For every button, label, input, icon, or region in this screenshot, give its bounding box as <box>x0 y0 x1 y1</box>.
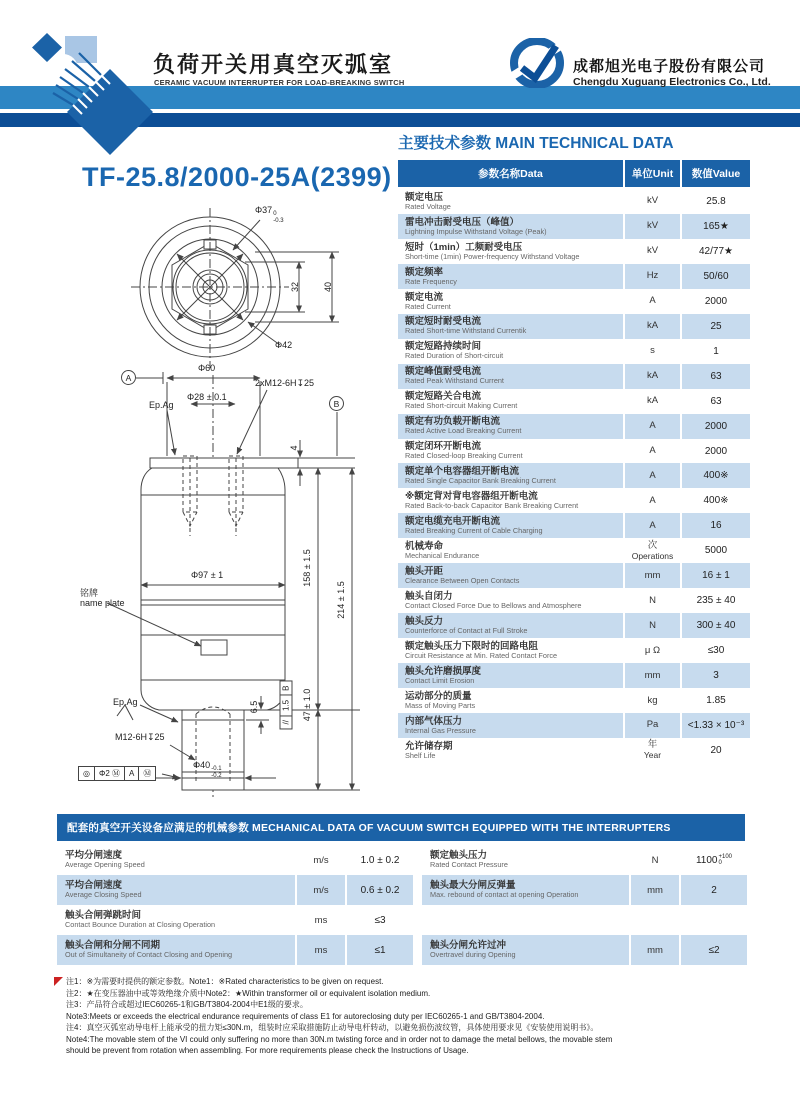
param-name-cn: 额定电缆充电开断电流 <box>405 516 501 528</box>
param-unit: kV <box>646 195 659 207</box>
table-row <box>398 389 750 414</box>
param-unit-en: Year <box>643 750 662 761</box>
table-row <box>398 488 750 513</box>
param-value-cell <box>347 875 413 905</box>
param-name-cell <box>57 875 295 905</box>
dimension-label <box>289 445 299 450</box>
frame-cell: A <box>125 767 139 780</box>
param-name-cn: 额定触头压力下限时的回路电阻 <box>405 640 539 652</box>
param-value: ≤2 <box>708 944 720 956</box>
param-value: ≤1 <box>374 944 386 956</box>
param-unit: kA <box>646 320 659 332</box>
param-name-en: Contact Bounce Duration at Closing Operation <box>65 920 216 930</box>
dimension-label <box>336 581 346 618</box>
param-value-cell: 400※ <box>682 488 750 513</box>
param-name-cn: 额定电流 <box>405 291 444 303</box>
dimension-text: Φ60 <box>198 363 216 373</box>
param-unit-cell <box>625 239 680 264</box>
param-name-cn: 额定频率 <box>405 266 444 278</box>
table-row <box>398 289 750 314</box>
mechanical-table-right <box>422 845 747 965</box>
param-name-en: Short-time (1min) Power-frequency Withstand Voltage <box>405 251 580 261</box>
page-title-cn: 负荷开关用真空灭弧室 <box>153 52 394 77</box>
dimension-label <box>115 732 165 743</box>
param-name-en: Rated Breaking Current of Cable Charging <box>405 526 543 536</box>
param-name-cell <box>57 845 295 875</box>
frame-cell: Ⓜ <box>143 769 152 778</box>
param-unit: μ Ω <box>644 644 661 656</box>
param-value: ≤3 <box>374 914 386 926</box>
mech-row <box>57 905 413 935</box>
param-unit: mm <box>644 569 661 581</box>
param-name-cn: 额定峰值耐受电流 <box>405 366 482 378</box>
param-name-en: Rated Closed-loop Breaking Current <box>405 451 523 461</box>
param-unit-cell <box>625 439 680 464</box>
param-name-cn: 额定短路关合电流 <box>405 391 482 403</box>
param-name-en: Average Opening Speed <box>65 860 145 870</box>
param-name-cn: 额定短路持续时间 <box>405 341 482 353</box>
param-unit-cell <box>625 713 680 738</box>
param-unit-cell: m/s <box>297 875 345 905</box>
technical-drawing <box>55 200 405 800</box>
dimension-label <box>323 282 333 292</box>
table-row <box>398 189 750 214</box>
param-unit-cell <box>625 364 680 389</box>
table-row <box>398 663 750 688</box>
param-unit-en: Operations <box>631 550 674 561</box>
param-name-cell <box>422 845 629 875</box>
param-name-en: Mass of Moving Parts <box>405 700 476 710</box>
dimension-text: Φ97 ± 1 <box>191 570 224 580</box>
param-unit: A <box>649 445 656 456</box>
param-name-en: Clearance Between Open Contacts <box>405 576 520 586</box>
param-unit: Hz <box>646 270 659 282</box>
param-name-cn: 额定短时耐受电流 <box>405 316 482 328</box>
param-name-cell <box>422 875 629 905</box>
param-value-cell <box>681 845 747 875</box>
tolerance-sup: -0.1 <box>211 766 222 772</box>
param-name-cell <box>398 488 623 513</box>
param-name-cn: 触头最大分闸反弹量 <box>430 880 516 892</box>
param-unit: A <box>649 420 656 432</box>
param-value-cell: 16 <box>682 513 750 538</box>
footnote-line: 注3：产品符合或超过IEC60265-1和GB/T3804-2004中E1级的要求。 <box>66 1000 308 1009</box>
dimension-label <box>198 363 215 373</box>
param-unit: Pa <box>646 719 659 731</box>
param-value-cell: 63 <box>682 364 750 389</box>
param-unit: A <box>649 469 656 481</box>
param-value-cell <box>681 875 747 905</box>
param-unit: A <box>649 519 656 531</box>
param-value-cell: 3 <box>682 663 750 688</box>
param-name-cell <box>398 414 623 439</box>
param-unit: 年 <box>647 739 658 751</box>
tolerance-stack <box>719 854 733 867</box>
table-row <box>398 638 750 663</box>
mech-row <box>57 845 413 875</box>
dimension-text: A <box>125 372 132 383</box>
param-value-cell: 25.8 <box>682 189 750 214</box>
param-unit-cell: N <box>631 845 679 875</box>
param-unit-cell <box>625 663 680 688</box>
param-unit-cell <box>625 189 680 214</box>
param-name-cn: 允许储存期 <box>405 740 453 752</box>
column-header-name: 参数名称Data <box>398 160 623 187</box>
param-value: 1100 <box>695 854 718 866</box>
param-unit-cell: mm <box>631 935 679 965</box>
dimension-text: name plate <box>80 598 125 608</box>
note-marker-icon <box>54 977 63 986</box>
main-data-section-title: 主要技术参数 MAIN TECHNICAL DATA <box>398 135 674 152</box>
param-value: 1.0 ± 0.2 <box>360 854 400 866</box>
dimension-text: 4 <box>289 445 299 451</box>
mechanical-data-banner: 配套的真空开关设备应满足的机械参数 MECHANICAL DATA OF VACUUM SWITCH EQUIPPED WITH THE INTERRUPTERS <box>57 814 745 841</box>
dimension-label <box>255 205 284 224</box>
param-name-en: Contact Limit Erosion <box>405 675 475 685</box>
param-name-en: Rated Short-circuit Making Current <box>405 401 518 411</box>
param-value-cell: 42/77★ <box>682 239 750 264</box>
param-unit-cell <box>625 488 680 513</box>
param-name-cn: 触头分闸允许过冲 <box>430 940 507 952</box>
param-name-cell <box>398 688 623 713</box>
product-model-title: TF-25.8/2000-25A(2399) <box>82 162 392 192</box>
main-technical-table <box>398 160 750 763</box>
param-name-en: Overtravel during Opening <box>430 950 516 960</box>
param-name-en: Rated Duration of Short-circuit <box>405 351 504 361</box>
param-value-cell: <1.33 × 10⁻³ <box>682 713 750 738</box>
footnote-line: should be prevent from rotation when assembling. For more requirements please check the Instructions of Usage. <box>66 1046 469 1055</box>
tolerance-stack <box>211 766 221 779</box>
table-row <box>398 214 750 239</box>
table-row <box>398 563 750 588</box>
param-unit-cell <box>625 389 680 414</box>
param-unit-cell <box>625 214 680 239</box>
table-row <box>398 588 750 613</box>
param-name-en: Rated Back-to-back Capacitor Bank Breaking Current <box>405 501 579 511</box>
brand-diamond-logo <box>15 25 185 165</box>
dimension-text: 32 <box>290 281 300 293</box>
param-value-cell: 2000 <box>682 439 750 464</box>
table-row <box>398 264 750 289</box>
param-name-cn: 机械寿命 <box>405 541 444 553</box>
company-logo <box>510 38 564 88</box>
param-value-cell: 2000 <box>682 289 750 314</box>
param-value-cell: 300 ± 40 <box>682 613 750 638</box>
param-unit-cell: mm <box>631 875 679 905</box>
tolerance-stack <box>273 211 283 224</box>
param-name-cell <box>398 264 623 289</box>
dimension-label <box>255 378 314 389</box>
param-name-en: Rated Contact Pressure <box>430 860 508 870</box>
param-name-cell <box>398 713 623 738</box>
param-unit: N <box>649 594 656 606</box>
param-unit-cell <box>625 289 680 314</box>
param-unit: kg <box>647 694 658 706</box>
table-row <box>398 439 750 464</box>
param-name-cell <box>398 463 623 488</box>
param-name-en: Max. rebound of contact at opening Operation <box>430 890 579 900</box>
param-unit-cell <box>625 613 680 638</box>
datum-label <box>121 370 136 385</box>
param-unit: kA <box>646 370 659 382</box>
param-value-cell: 20 <box>682 738 750 763</box>
param-value-cell: 16 ± 1 <box>682 563 750 588</box>
param-value-cell: 1 <box>682 339 750 364</box>
dimension-text: 铭牌 <box>80 588 99 598</box>
param-name-cell <box>398 738 623 763</box>
table-header-row <box>398 160 750 187</box>
param-name-en: Shelf Life <box>405 750 436 760</box>
param-name-cn: 额定触头压力 <box>430 850 488 862</box>
dimension-text: Φ28 ± 0.1 <box>187 392 227 402</box>
param-name-en: Counterforce of Contact at Full Stroke <box>405 625 528 635</box>
footnote-line: Note4:The movable stem of the VI could only suffering no more than 30N.m twisting force and in order not to damage the metal bellows, the movable stem <box>66 1034 613 1044</box>
frame-cell: B <box>281 685 291 691</box>
param-name-cn: 触头合闸弹跳时间 <box>65 910 142 922</box>
param-value-cell: 25 <box>682 314 750 339</box>
param-unit-cell <box>625 513 680 538</box>
frame-cell: // <box>281 715 292 728</box>
param-unit: 次 <box>647 539 658 551</box>
dimension-text: Ep.Ag <box>149 400 174 410</box>
mech-row <box>422 875 747 905</box>
param-unit-cell <box>625 339 680 364</box>
param-value-cell <box>347 845 413 875</box>
parallelism-tolerance-frame <box>280 681 293 730</box>
dimension-text: Φ37 <box>255 205 273 215</box>
column-header-value: 数值Value <box>682 160 750 187</box>
mech-row <box>57 935 413 965</box>
param-value-cell <box>347 935 413 965</box>
table-row <box>398 688 750 713</box>
param-name-cell <box>398 613 623 638</box>
dimension-label <box>249 701 259 714</box>
param-name-en: Rate Frequency <box>405 276 457 286</box>
table-row <box>398 538 750 563</box>
param-name-cn: 平均合闸速度 <box>65 880 123 892</box>
table-row <box>398 414 750 439</box>
company-name-en: Chengdu Xuguang Electronics Co., Ltd. <box>573 76 771 88</box>
param-name-cn: 雷电冲击耐受电压（峰值） <box>405 216 520 228</box>
table-row <box>398 738 750 763</box>
param-unit-cell <box>625 264 680 289</box>
dimension-text: Ep.Ag <box>113 697 138 707</box>
param-value-cell <box>347 905 413 935</box>
table-row <box>398 364 750 389</box>
param-name-cell <box>398 289 623 314</box>
param-unit: N <box>649 619 656 631</box>
dimension-label <box>302 549 312 586</box>
param-name-cn: 额定有功负载开断电流 <box>405 416 501 428</box>
param-name-cn: 触头开距 <box>405 566 444 578</box>
dimension-text: Φ40 <box>193 760 211 770</box>
dimension-label <box>149 400 174 410</box>
dimension-label <box>187 392 227 402</box>
tolerance-sub: -0.3 <box>273 217 284 224</box>
param-unit: A <box>649 494 656 506</box>
param-unit-cell <box>625 463 680 488</box>
param-unit-cell <box>625 563 680 588</box>
param-name-cn: ※额定背对背电容器组开断电流 <box>405 491 538 503</box>
frame-cell: 1.5 <box>281 695 292 715</box>
footnote-line: Note3:Meets or exceeds the electrical endurance requirements of class E1 for autoreclosing duty per IEC60265-1 and GB/T3804-2004. <box>66 1011 545 1021</box>
param-unit: kA <box>646 395 659 407</box>
param-unit-cell <box>625 638 680 663</box>
dimension-label <box>113 697 138 707</box>
param-unit: mm <box>644 669 661 681</box>
dimension-text: 6.5 <box>249 700 259 714</box>
dimension-text: 2xM12-6H↧25 <box>255 378 315 388</box>
param-value-cell: 235 ± 40 <box>682 588 750 613</box>
param-unit: A <box>649 295 656 307</box>
param-name-cn: 额定闭环开断电流 <box>405 441 482 453</box>
param-unit-cell: ms <box>297 905 345 935</box>
param-name-cn: 平均分闸速度 <box>65 850 123 862</box>
param-name-en: Rated Peak Withstand Current <box>405 376 504 386</box>
param-name-en: Rated Short-time Withstand Currentik <box>405 326 527 336</box>
dimension-label <box>80 598 125 608</box>
table-row <box>398 713 750 738</box>
param-name-en: Internal Gas Pressure <box>405 725 476 735</box>
param-name-en: Rated Voltage <box>405 201 451 211</box>
tolerance-sup: 0 <box>273 211 277 217</box>
param-name-cell <box>398 638 623 663</box>
param-name-cn: 触头反力 <box>405 615 444 627</box>
mech-row <box>422 935 747 965</box>
dimension-text: Φ42 <box>275 340 293 350</box>
frame-cell: Φ2 Ⓜ <box>95 767 125 780</box>
param-value: 0.6 ± 0.2 <box>360 884 400 896</box>
param-name-cell <box>398 563 623 588</box>
table-row <box>398 463 750 488</box>
dimension-text: B <box>333 398 340 409</box>
param-name-cell <box>422 935 629 965</box>
param-value-cell: ≤30 <box>682 638 750 663</box>
param-value-cell: 1.85 <box>682 688 750 713</box>
param-name-cell <box>398 314 623 339</box>
column-header-unit: 单位Unit <box>625 160 680 187</box>
param-unit-cell <box>625 688 680 713</box>
param-name-en: Circuit Resistance at Min. Rated Contact Force <box>405 650 558 660</box>
param-value-cell: 50/60 <box>682 264 750 289</box>
empty-row <box>422 905 747 935</box>
drawing-svg <box>55 200 405 800</box>
mech-row <box>422 845 747 875</box>
dimension-text: 40 <box>323 281 333 293</box>
param-name-en: Out of Simultaneity of Contact Closing and Opening <box>65 950 233 960</box>
param-unit-cell: m/s <box>297 845 345 875</box>
param-name-en: Rated Active Load Breaking Current <box>405 426 522 436</box>
param-name-cell <box>398 214 623 239</box>
footnotes <box>66 976 756 1057</box>
dimension-text: 158 ± 1.5 <box>302 549 312 587</box>
param-unit: kV <box>646 245 659 257</box>
table-row <box>398 513 750 538</box>
datum-label <box>329 396 344 411</box>
param-value-cell: 400※ <box>682 463 750 488</box>
param-name-cell <box>398 364 623 389</box>
param-value-cell <box>681 935 747 965</box>
param-name-cn: 短时（1min）工频耐受电压 <box>405 241 523 253</box>
dimension-label <box>275 340 292 350</box>
param-unit-cell <box>625 738 680 763</box>
param-name-cell <box>57 935 295 965</box>
footnote-line: 注1：※为需要时提供的额定参数。Note1：※Rated characteristics to be given on request. <box>66 977 384 986</box>
dimension-text: M12-6H↧25 <box>115 732 165 742</box>
param-name-cn: 运动部分的质量 <box>405 690 472 702</box>
param-name-en: Rated Single Capacitor Bank Breaking Current <box>405 476 556 486</box>
param-name-cn: 触头自闭力 <box>405 590 453 602</box>
param-unit-cell <box>625 314 680 339</box>
table-row <box>398 314 750 339</box>
param-name-cell <box>57 905 295 935</box>
param-unit-cell <box>625 588 680 613</box>
dimension-label <box>193 760 222 779</box>
company-name-cn: 成都旭光电子股份有限公司 <box>573 58 766 75</box>
dimension-label <box>191 570 223 580</box>
footnote-line: 注2：★在变压器油中或等效绝缘介质中Note2：★Within transformer oil or equivalent isolation medium. <box>66 988 431 998</box>
param-name-cell <box>398 588 623 613</box>
tolerance-sub: 0 <box>718 860 722 866</box>
param-name-cn: 触头允许磨损厚度 <box>405 665 482 677</box>
mechanical-table-left <box>57 845 413 965</box>
position-tolerance-frame <box>78 766 156 781</box>
param-name-cell <box>398 239 623 264</box>
param-name-cell <box>398 189 623 214</box>
param-name-cell <box>398 513 623 538</box>
param-unit-cell <box>625 414 680 439</box>
param-name-en: Lightning Impulse Withstand Voltage (Peak) <box>405 226 547 236</box>
param-unit: s <box>650 345 655 357</box>
param-name-en: Mechanical Endurance <box>405 551 480 561</box>
dimension-label <box>302 689 312 721</box>
param-unit-cell <box>625 538 680 563</box>
footnote-line: 注4：真空灭弧室动导电杆上能承受的扭力矩≤30N.m，组装时应采取措施防止动导电杆转动，以避免损伤波纹管，具体使用要求见《安装使用说明书》。 <box>66 1023 599 1032</box>
param-name-cn: 内部气体压力 <box>405 715 463 727</box>
dimension-label <box>290 282 300 292</box>
param-value-cell: 2000 <box>682 414 750 439</box>
param-unit-cell: ms <box>297 935 345 965</box>
param-name-cell <box>398 389 623 414</box>
param-value: 2 <box>711 884 717 896</box>
param-name-cell <box>398 663 623 688</box>
dimension-text: 214 ± 1.5 <box>336 581 346 619</box>
param-name-cn: 额定单个电容器组开断电流 <box>405 466 520 478</box>
param-value-cell: 63 <box>682 389 750 414</box>
dimension-text: 47 ± 1.0 <box>302 688 312 722</box>
table-row <box>398 239 750 264</box>
tolerance-sup: +100 <box>718 853 733 860</box>
param-value-cell: 165★ <box>682 214 750 239</box>
param-name-cell <box>398 538 623 563</box>
param-name-cell <box>398 439 623 464</box>
param-value-cell: 5000 <box>682 538 750 563</box>
mech-row <box>57 875 413 905</box>
param-name-en: Average Closing Speed <box>65 890 142 900</box>
frame-cell: ◎ <box>79 767 95 780</box>
tolerance-sub: -0.2 <box>211 772 222 779</box>
page-title-en: CERAMIC VACUUM INTERRUPTER FOR LOAD-BREAKING SWITCH <box>154 78 405 87</box>
table-row <box>398 339 750 364</box>
table-row <box>398 613 750 638</box>
param-unit: kV <box>646 220 659 232</box>
param-name-cn: 触头合闸和分闸不同期 <box>65 940 161 952</box>
param-name-cn: 额定电压 <box>405 191 444 203</box>
param-name-en: Rated Current <box>405 301 451 311</box>
param-name-en: Contact Closed Force Due to Bellows and Atmosphere <box>405 600 582 610</box>
param-name-cell <box>398 339 623 364</box>
